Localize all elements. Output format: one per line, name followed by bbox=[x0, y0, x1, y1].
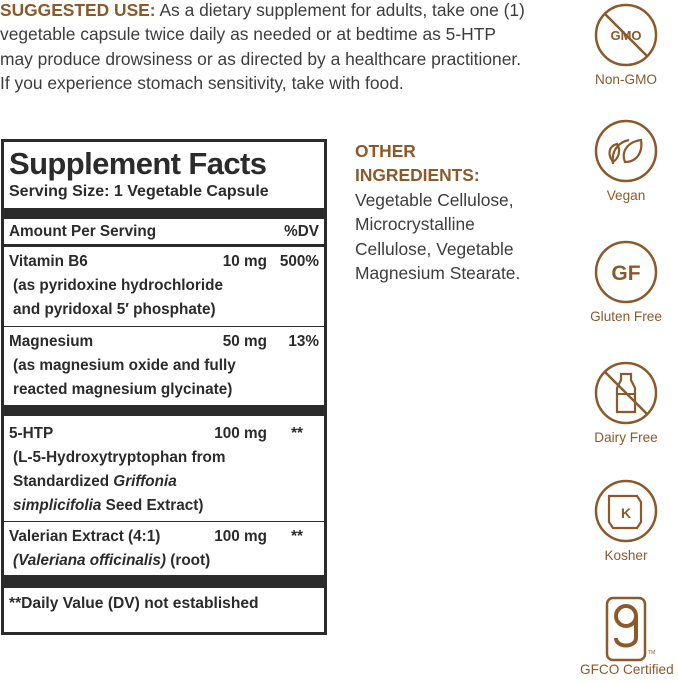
nutrient-dv: ** bbox=[291, 425, 303, 442]
badge-label: Vegan bbox=[606, 188, 646, 203]
source-text: Standardized bbox=[13, 473, 114, 490]
heading-line: OTHER bbox=[355, 141, 416, 161]
badge-gluten-free bbox=[580, 239, 672, 324]
nutrient-source: reacted magnesium glycinate) bbox=[13, 381, 233, 398]
amount-header-row bbox=[9, 219, 319, 244]
nutrient-source: (as magnesium oxide and fully bbox=[13, 357, 236, 374]
serving-size: Serving Size: 1 Vegetable Capsule bbox=[9, 183, 269, 200]
nutrient-source bbox=[9, 470, 319, 494]
nutrient-amount: 100 mg bbox=[214, 425, 267, 442]
nutrient-amount: 10 mg bbox=[222, 253, 267, 270]
badge-label: Kosher bbox=[604, 548, 648, 563]
gmo-text: GMO bbox=[610, 28, 642, 43]
other-ingredients-text: Vegetable Cellulose, Microcrystalline Cellulose, Vegetable Magnesium Stearate. bbox=[355, 189, 521, 284]
divider-line bbox=[4, 326, 324, 327]
dv-header: %DV bbox=[284, 223, 319, 240]
nutrient-name: Valerian Extract (4:1) bbox=[9, 528, 161, 545]
nutrient-row-valerian bbox=[9, 524, 319, 549]
source-text: Seed Extract) bbox=[101, 497, 204, 514]
badge-label: GFCO Certified bbox=[580, 662, 674, 677]
footnote: **Daily Value (DV) not established bbox=[9, 595, 259, 612]
nutrient-row-b6 bbox=[9, 249, 319, 274]
source-text: (root) bbox=[166, 552, 211, 569]
nutrient-source bbox=[9, 494, 319, 518]
divider-line bbox=[4, 244, 324, 247]
gf-text: GF bbox=[611, 262, 641, 285]
nutrient-dv: ** bbox=[291, 528, 303, 545]
divider-bar bbox=[4, 405, 324, 416]
badge-non-gmo bbox=[580, 2, 672, 87]
tm-text: TM bbox=[648, 650, 656, 656]
badge-label: Gluten Free bbox=[590, 309, 662, 324]
nutrient-amount: 100 mg bbox=[214, 528, 267, 545]
nutrient-row-5htp bbox=[9, 421, 319, 446]
kosher-k-icon bbox=[593, 478, 659, 544]
nutrient-row-magnesium bbox=[9, 329, 319, 354]
nutrient-source bbox=[9, 549, 319, 573]
facts-title: Supplement Facts bbox=[9, 146, 267, 181]
nutrient-dv: 13% bbox=[288, 333, 319, 350]
divider-bar bbox=[4, 575, 324, 588]
nutrient-dv: 500% bbox=[279, 253, 319, 270]
other-ingredients bbox=[355, 139, 555, 285]
badge-vegan bbox=[580, 118, 672, 203]
badge-gfco bbox=[580, 594, 672, 677]
suggested-use bbox=[0, 0, 530, 96]
gmo-crossed-icon bbox=[593, 2, 659, 68]
divider-line bbox=[4, 521, 324, 522]
other-ingredients-heading bbox=[355, 139, 555, 188]
source-italic: (Valeriana officinalis) bbox=[13, 552, 167, 569]
heading-line: INGREDIENTS: bbox=[355, 165, 480, 186]
source-italic: Griffonia bbox=[113, 473, 177, 490]
badge-label: Dairy Free bbox=[594, 430, 658, 445]
nutrient-source: and pyridoxal 5′ phosphate) bbox=[13, 301, 216, 318]
milk-bottle-crossed-icon bbox=[593, 360, 659, 426]
gfco-logo-icon bbox=[593, 594, 659, 664]
badge-dairy-free bbox=[580, 360, 672, 445]
supplement-facts-panel bbox=[1, 139, 327, 635]
badge-kosher bbox=[580, 478, 672, 563]
nutrient-name: Vitamin B6 bbox=[9, 253, 88, 270]
nutrient-name: Magnesium bbox=[9, 333, 94, 350]
nutrient-amount: 50 mg bbox=[222, 333, 267, 350]
suggested-use-heading: SUGGESTED USE: bbox=[0, 0, 156, 20]
source-italic: simplicifolia bbox=[13, 497, 102, 514]
nutrient-source: (L-5-Hydroxytryptophan from bbox=[13, 449, 226, 466]
suggested-use-text: As a dietary supplement for adults, take one (1) vegetable capsule twice daily as needed or at bedtime as 5-HTP may produce drowsiness or as directed by a healthcare practitioner. If you experience stomach sensitivity, take with food. bbox=[0, 0, 525, 94]
nutrient-source: (as pyridoxine hydrochloride bbox=[13, 277, 223, 294]
gf-icon bbox=[593, 239, 659, 305]
badge-label: Non-GMO bbox=[595, 72, 657, 87]
leaf-icon bbox=[593, 118, 659, 184]
kosher-text: K bbox=[620, 505, 632, 521]
divider-bar bbox=[4, 208, 324, 219]
amount-header: Amount Per Serving bbox=[9, 223, 157, 240]
nutrient-name: 5-HTP bbox=[9, 425, 54, 442]
